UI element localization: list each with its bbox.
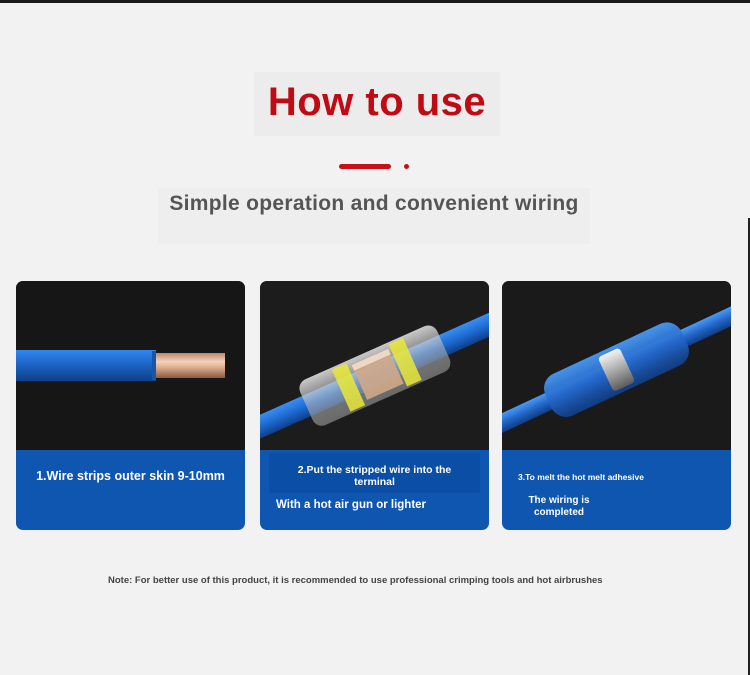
step-2-subtext: With a hot air gun or lighter: [276, 499, 427, 511]
step-3-subtext: The wiring is completed: [528, 495, 590, 518]
step-2-text: 2.Put the stripped wire into the terminal: [297, 464, 452, 488]
step-card-3: [502, 281, 731, 530]
step-card-2: [260, 281, 489, 530]
page-title: How to use: [254, 72, 500, 136]
stripped-wire-image: [16, 281, 245, 450]
step-3-text: 3.To melt the hot melt adhesive: [518, 472, 644, 482]
terminal-insert-image: [260, 281, 489, 450]
title-divider-dash: [339, 164, 391, 169]
step-card-1: [16, 281, 245, 530]
top-border: [0, 0, 750, 3]
completed-wiring-image: [502, 281, 731, 450]
title-divider-dot: [404, 164, 409, 169]
usage-note: Note: For better use of this product, it is recommended to use professional crimping tools and hot airbrushes: [108, 575, 603, 586]
page-subtitle: Simple operation and convenient wiring: [158, 188, 590, 244]
step-1-text: 1.Wire strips outer skin 9-10mm: [36, 469, 225, 483]
